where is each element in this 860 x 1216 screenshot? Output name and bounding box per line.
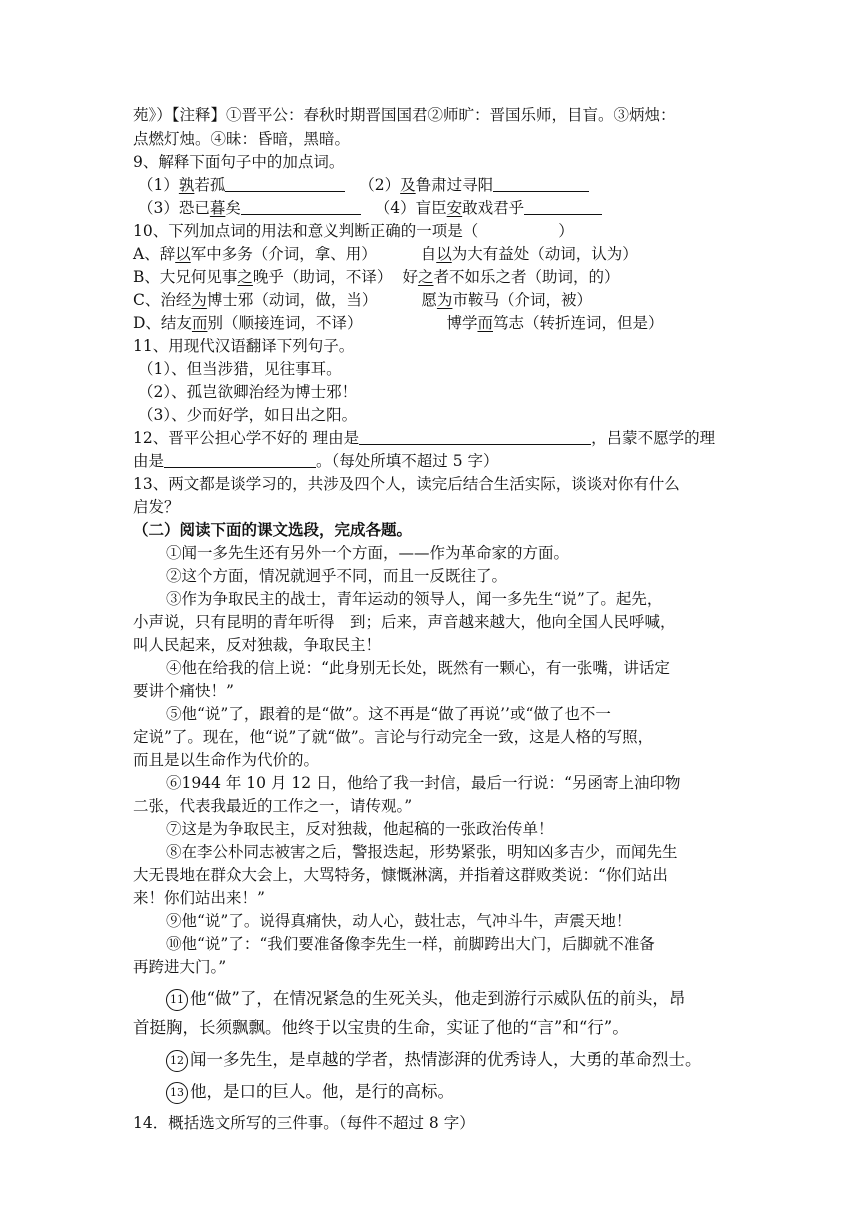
paragraph-number-12: 12	[166, 1050, 188, 1072]
passage-p10-line-2: 再跨进大门。”	[133, 958, 227, 976]
answer-blank[interactable]	[359, 430, 591, 445]
question-11-item-3: （3）、少而好学，如日出之阳。	[138, 406, 358, 424]
passage-p5-line-1: ⑤他“说”了，跟着的是“做”。这不再是“做了再说’’或“做了也不一	[166, 705, 611, 723]
option-c: C、治经为博士邪（动词，做，当） 愿为市鞍马（介词，被）	[133, 291, 592, 309]
answer-blank[interactable]	[493, 177, 589, 192]
question-9-row-1: （1）孰若孤 （2）及鲁肃过寻阳	[138, 174, 738, 196]
question-9: 9、解释下面句子中的加点词。	[133, 153, 345, 171]
passage-p9: ⑨他“说”了。说得真痛快，动人心，鼓壮志，气冲斗牛，声震天地！	[166, 912, 632, 930]
notes-line-1: 苑》）【注释】①晋平公：春秋时期晋国国君②师旷：晋国乐师，目盲。③炳烛：	[133, 106, 676, 124]
passage-p11-line-1: 11 他“做”了，在情况紧急的生死关头，他走到游行示威队伍的前头，昂	[166, 988, 766, 1011]
passage-p8-line-3: 来！你们站出来！”	[133, 889, 265, 907]
passage-p4-line-2: 要讲个痛快！”	[133, 682, 234, 700]
question-12-line-1: 12、晋平公担心学不好的 理由是 ，吕蒙不愿学的理	[133, 429, 716, 447]
dotted-word: 孰	[178, 176, 195, 194]
section-2-heading: （二）阅读下面的课文选段，完成各题。	[133, 520, 413, 539]
passage-p2: ②这个方面，情况就迥乎不同，而且一反既往了。	[166, 567, 508, 585]
passage-p7: ⑦这是为争取民主，反对独裁，他起稿的一张政治传单！	[166, 820, 554, 838]
passage-p5-line-3: 而且是以生命作为代价的。	[133, 751, 320, 769]
passage-p10-line-1: ⑩他“说”了：“我们要准备像李先生一样，前脚跨出大门，后脚就不准备	[166, 935, 655, 953]
passage-p3-line-1: ③作为争取民主的战士，青年运动的领导人，闻一多先生“说”了。起先，	[166, 590, 663, 608]
dotted-word: 及	[400, 176, 416, 194]
question-11: 11、用现代汉语翻译下列句子。	[133, 337, 355, 355]
passage-p3-line-2: 小声说，只有昆明的青年听得 到；后来，声音越来越大，他向全国人民呼喊，	[133, 613, 676, 631]
passage-p6-line-2: 二张，代表我最近的工作之一，请传观。”	[133, 797, 413, 815]
passage-p8-line-2: 大无畏地在群众大会上，大骂特务，慷慨淋漓，并指着这群败类说：“你们站出	[133, 866, 668, 884]
question-14: 14．概括选文所写的三件事。（每件不超过 8 字）	[133, 1114, 475, 1132]
question-10: 10、下列加点词的用法和意义判断正确的一项是（ ）	[133, 222, 574, 240]
passage-p13: 13 他，是口的巨人。他，是行的高标。	[166, 1081, 766, 1104]
dotted-word: 安	[446, 199, 463, 217]
passage-p5-line-2: 定说”了。现在，他“说”了就“做”。言论与行动完全一致，这是人格的写照，	[133, 728, 654, 746]
question-11-item-1: （1）、但当涉猎，见往事耳。	[138, 360, 342, 378]
passage-p6-line-1: ⑥1944 年 10 月 12 日，他给了我一封信，最后一行说：“另函寄上油印物	[166, 774, 681, 792]
question-11-item-2: （2）、孤岂欲卿治经为博士邪！	[138, 383, 358, 401]
question-13-line-1: 13、两文都是谈学习的，共涉及四个人，读完后结合生活实际，谈谈对你有什么	[133, 475, 680, 493]
answer-blank[interactable]	[164, 453, 316, 468]
option-a: A、辞以军中多务（介词，拿、用） 自以为大有益处（动词，认为）	[133, 245, 638, 263]
answer-blank[interactable]	[524, 200, 602, 215]
passage-p12: 12 闻一多先生，是卓越的学者，热情澎湃的优秀诗人，大勇的革命烈士。	[166, 1049, 766, 1072]
passage-p4-line-1: ④他在给我的信上说：“此身别无长处，既然有一颗心，有一张嘴，讲话定	[166, 659, 670, 677]
answer-blank[interactable]	[241, 200, 361, 215]
question-12-line-2: 由是 。（每处所填不超过 5 字）	[133, 452, 499, 470]
question-9-row-2: （3）恐已暮矣 （4）盲臣安敢戏君乎	[138, 197, 738, 219]
passage-p8-line-1: ⑧在李公朴同志被害之后，警报迭起，形势紧张，明知凶多吉少，而闻先生	[166, 843, 678, 861]
paragraph-number-13: 13	[166, 1082, 188, 1104]
answer-blank[interactable]	[225, 177, 345, 192]
paragraph-number-11: 11	[166, 989, 188, 1011]
option-d: D、结友而别（顺接连词，不译） 博学而笃志（转折连词，但是）	[133, 314, 664, 332]
passage-p3-line-3: 叫人民起来，反对独裁，争取民主！	[133, 636, 382, 654]
question-13-line-2: 启发？	[133, 498, 180, 516]
passage-p1: ①闻一多先生还有另外一个方面，——作为革命家的方面。	[166, 544, 570, 562]
passage-p11-line-2: 首挺胸，长须飘飘。他终于以宝贵的生命，实证了他的“言”和“行”。	[133, 1018, 629, 1037]
option-b: B、大兄何见事之晚乎（助词，不译） 好之者不如乐之者（助词，的）	[133, 268, 620, 286]
dotted-word: 暮	[209, 199, 226, 217]
notes-line-2: 点燃灯烛。④昧：昏暗，黑暗。	[133, 130, 351, 148]
